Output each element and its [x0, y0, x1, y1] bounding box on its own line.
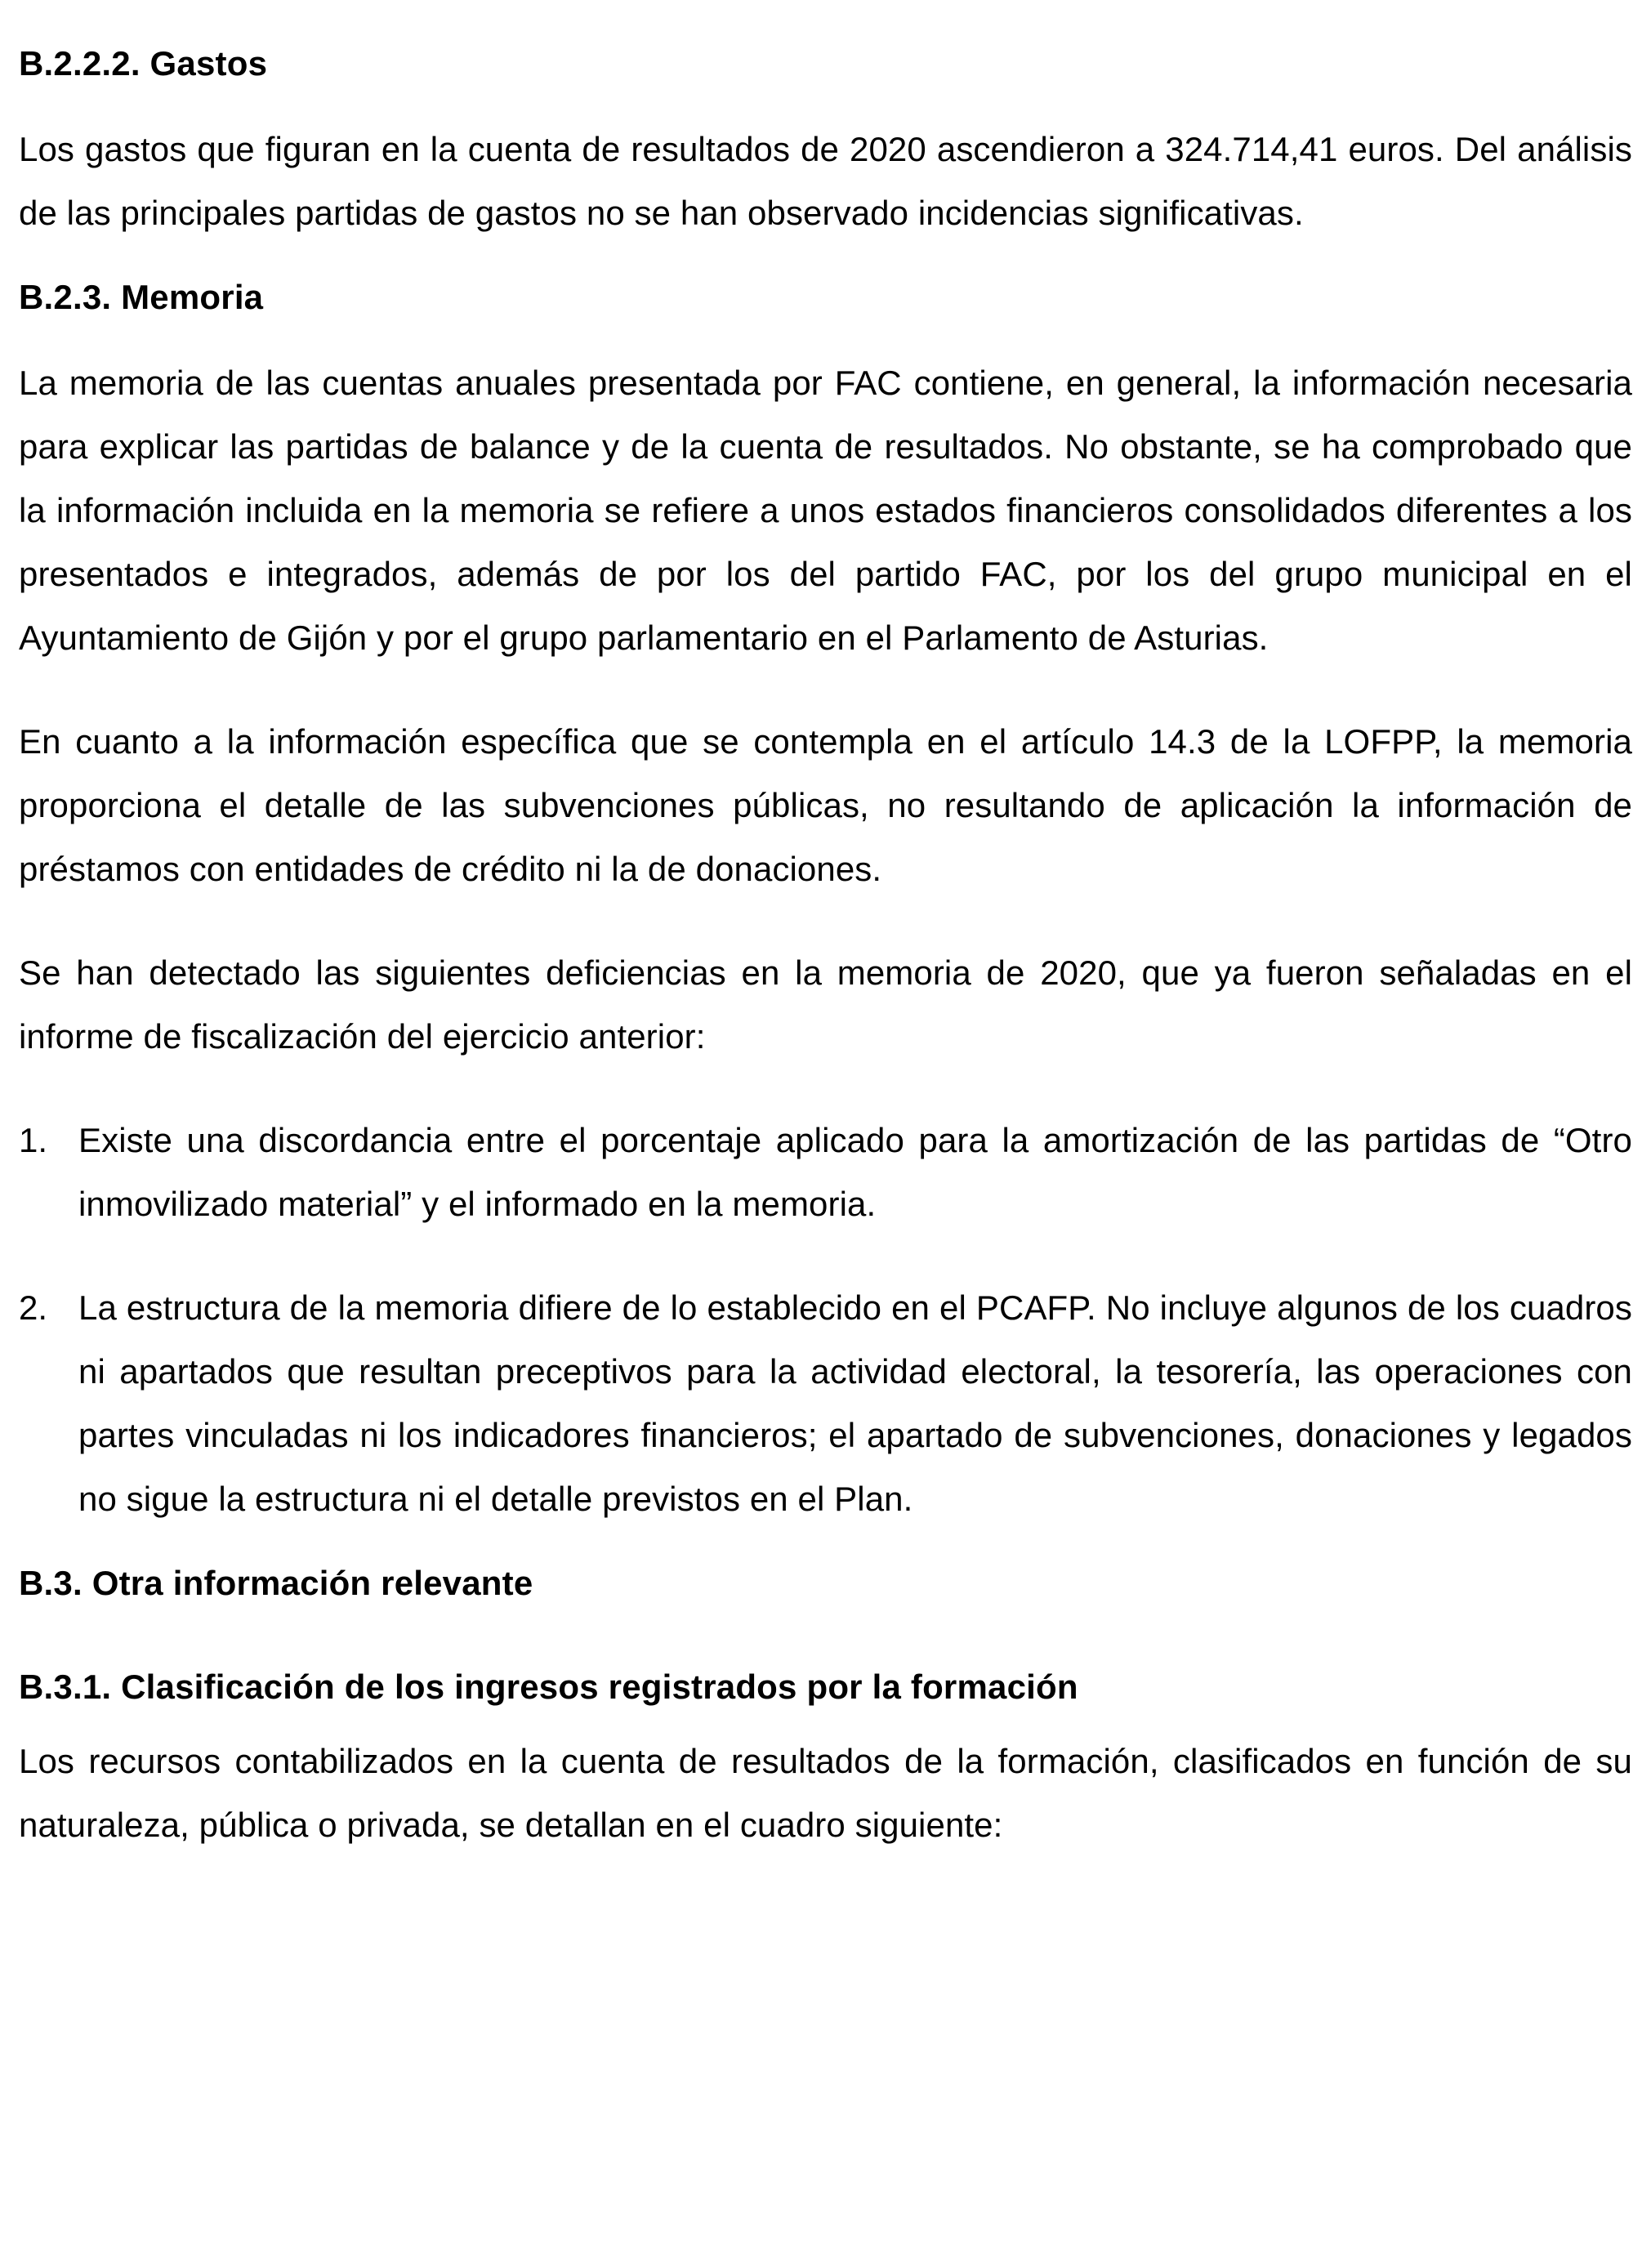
list-item-text: La estructura de la memoria difiere de lo establecido en el PCAFP. No incluye algunos de los cuadros ni apartados que resultan preceptivos para la actividad electoral, la tesorería, las operaciones con partes vinculadas ni los indicadores financieros; el apartado de subvenciones, donaciones y legados no sigue la estructura ni el detalle previstos en el Plan.	[78, 1288, 1632, 1518]
document-page	[19, 42, 1632, 1857]
paragraph-memoria-1: La memoria de las cuentas anuales presentada por FAC contiene, en general, la información necesaria para explicar las partidas de balance y de la cuenta de resultados. No obstante, se ha comprobado que la información incluida en la memoria se refiere a unos estados financieros consolidados diferentes a los presentados e integrados, además de por los del partido FAC, por los del grupo municipal en el Ayuntamiento de Gijón y por el grupo parlamentario en el Parlamento de Asturias.	[19, 364, 1632, 657]
heading-clasificacion-ingresos: B.3.1. Clasificación de los ingresos registrados por la formación	[19, 1668, 1078, 1706]
heading-gastos: B.2.2.2. Gastos	[19, 44, 268, 83]
heading-memoria: B.2.3. Memoria	[19, 278, 264, 316]
list-item-number: 1.	[19, 1121, 48, 1159]
paragraph-gastos: Los gastos que figuran en la cuenta de resultados de 2020 ascendieron a 324.714,41 euros. Del análisis de las principales partidas de gastos no se han observado incidencias significativas.	[19, 130, 1632, 232]
paragraph-memoria-2: En cuanto a la información específica que se contempla en el artículo 14.3 de la LOFPP, la memoria proporciona el detalle de las subvenciones públicas, no resultando de aplicación la información de préstamos con entidades de crédito ni la de donaciones.	[19, 722, 1632, 888]
list-item-number: 2.	[19, 1288, 48, 1327]
list-item	[19, 1276, 1632, 1531]
deficiencies-list	[19, 1109, 1632, 1531]
list-item-text: Existe una discordancia entre el porcentaje aplicado para la amortización de las partidas de “Otro inmovilizado material” y el informado en la memoria.	[78, 1121, 1632, 1223]
list-item	[19, 1109, 1632, 1236]
paragraph-clasificacion: Los recursos contabilizados en la cuenta de resultados de la formación, clasificados en función de su naturaleza, pública o privada, se detallan en el cuadro siguiente:	[19, 1742, 1632, 1844]
heading-otra-informacion: B.3. Otra información relevante	[19, 1564, 533, 1602]
paragraph-memoria-3: Se han detectado las siguientes deficiencias en la memoria de 2020, que ya fueron señaladas en el informe de fiscalización del ejercicio anterior:	[19, 953, 1632, 1056]
